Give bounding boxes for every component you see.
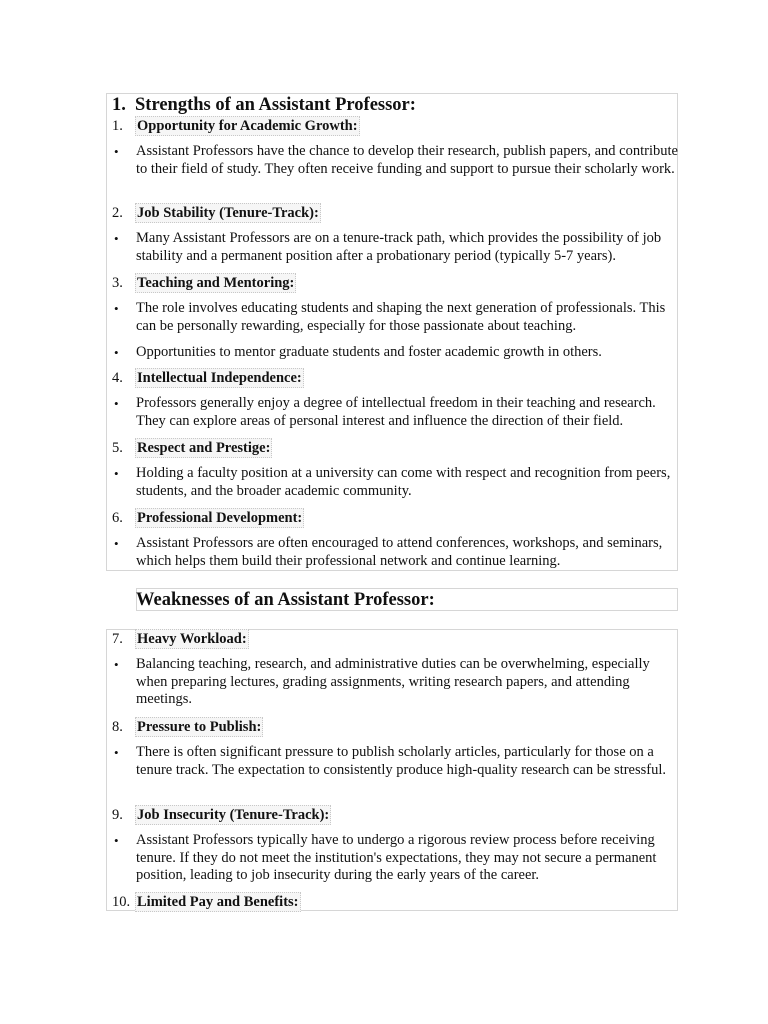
bullet-marker: •	[114, 144, 119, 159]
bullet-text: There is often significant pressure to publish scholarly articles, particularly for those on a tenure track. The expectation to consistently produce high-quality research can be stressful.	[136, 744, 667, 778]
bullet-text: The role involves educating students and shaping the next generation of professionals. This can be personally rewarding, especially for those passionate about teaching.	[136, 300, 666, 334]
item-label: Intellectual Independence:	[137, 370, 302, 386]
section-heading	[112, 94, 416, 116]
bullet-marker: •	[114, 745, 119, 760]
item-number: 8.	[112, 719, 123, 735]
bullet-text: Assistant Professors are often encouraged to attend conferences, workshops, and seminars, which helps them build their professional network and continue learning.	[136, 535, 663, 569]
bullet-marker: •	[114, 301, 119, 316]
item-number: 2.	[112, 205, 123, 221]
item-number: 5.	[112, 440, 123, 456]
bullet-text: Holding a faculty position at a university can come with respect and recognition from peers, students, and the broader academic community.	[136, 465, 671, 499]
item-label: Pressure to Publish:	[137, 719, 262, 735]
bullet-text: Many Assistant Professors are on a tenure-track path, which provides the possibility of job stability and a permanent position after a probationary period (typically 5-7 years).	[136, 230, 662, 264]
bullet-text: Opportunities to mentor graduate students and foster academic growth in others.	[136, 344, 602, 360]
bullet-text: Assistant Professors typically have to undergo a rigorous review process before receiving tenure. If they do not meet the institution's expectations, they may not secure a permanent position, leading to job insecurity during the early years of the career.	[136, 832, 657, 884]
bullet-marker: •	[114, 231, 119, 246]
item-label: Job Stability (Tenure-Track):	[137, 205, 319, 221]
item-label: Limited Pay and Benefits:	[137, 894, 299, 910]
bullet-marker: •	[114, 536, 119, 551]
item-label: Teaching and Mentoring:	[137, 275, 295, 291]
bullet-marker: •	[114, 657, 119, 672]
item-number: 1.	[112, 118, 123, 134]
bullet-text: Balancing teaching, research, and administrative duties can be overwhelming, especially when preparing lectures, grading assignments, writing research papers, and attending meetings.	[136, 656, 650, 708]
section-title: Strengths of an Assistant Professor:	[135, 95, 416, 115]
item-number: 6.	[112, 510, 123, 526]
bullet-marker: •	[114, 466, 119, 481]
item-label: Professional Development:	[137, 510, 303, 526]
item-number: 4.	[112, 370, 123, 386]
bullet-marker: •	[114, 833, 119, 848]
item-label: Opportunity for Academic Growth:	[137, 118, 358, 134]
bullet-text: Professors generally enjoy a degree of intellectual freedom in their teaching and research. They can explore areas of personal interest and influence the direction of their field.	[136, 395, 656, 429]
item-number: 9.	[112, 807, 123, 823]
bullet-marker: •	[114, 345, 119, 360]
item-label: Job Insecurity (Tenure-Track):	[137, 807, 330, 823]
section-number: 1.	[112, 95, 126, 115]
item-label: Heavy Workload:	[137, 631, 247, 647]
item-number: 7.	[112, 631, 123, 647]
section-title: Weaknesses of an Assistant Professor:	[136, 590, 435, 610]
item-label: Respect and Prestige:	[137, 440, 271, 456]
item-number: 3.	[112, 275, 123, 291]
bullet-marker: •	[114, 396, 119, 411]
item-number: 10.	[112, 894, 131, 910]
bullet-text: Assistant Professors have the chance to develop their research, publish papers, and contribute to their field of study. They often receive funding and support to pursue their scholarly work.	[136, 143, 678, 177]
